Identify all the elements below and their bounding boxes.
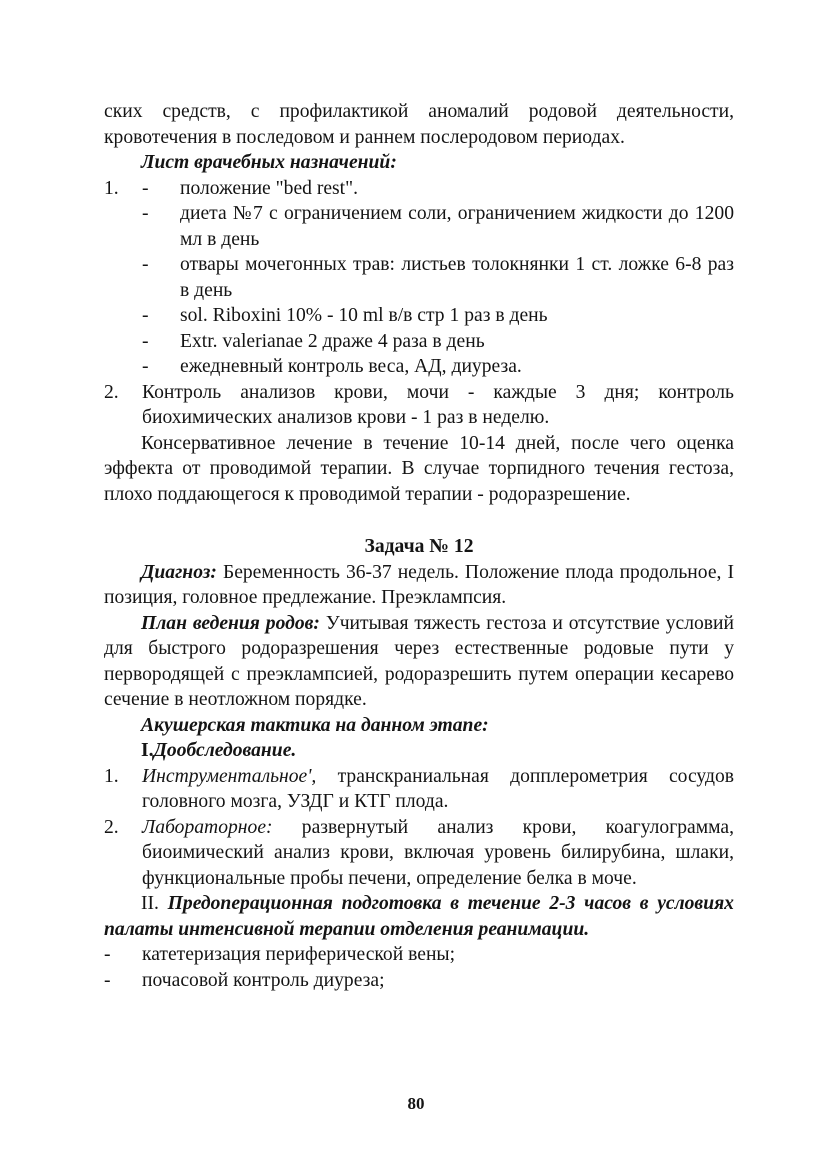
section-2-title: Предоперационная подготовка в течение 2-3 часов в условиях палаты интенсивной терапии отделения реанимации. (104, 893, 734, 940)
exam-2-text: развернутый анализ крови, коагулограмма, биоимический анализ крови, включая уровень билирубина, шлаки, функциональные пробы печени, определение белка в моче. (142, 816, 734, 889)
exam-1-label: Инструментальное', (142, 765, 317, 787)
diagnosis-paragraph (104, 560, 734, 611)
page-number: 80 (407, 1094, 425, 1113)
item-text (142, 815, 734, 892)
exam-item-1 (104, 764, 734, 815)
prescription-item-2 (104, 380, 734, 431)
prescription-heading: Лист врачебных назначений: (141, 152, 397, 173)
prep-item (104, 968, 734, 994)
prescription-item-1 (104, 176, 734, 380)
task-title: Задача № 12 (364, 536, 474, 557)
exam-2-label: Лабораторное: (142, 816, 273, 838)
dash-marker: - (142, 356, 149, 377)
diagnosis-text: Беременность 36-37 недель. Положение плода продольное, I позиция, головное предлежание. Преэклампсия. (104, 561, 734, 608)
plan-label: План ведения родов: (141, 612, 320, 634)
exam-item-2 (104, 815, 734, 892)
exam-1-text: транскраниальная допплерометрия сосудов головного мозга, УЗДГ и КТГ плода. (142, 765, 734, 812)
dash-marker: - (142, 330, 149, 352)
prep-item-text: почасовой контроль диуреза; (142, 969, 385, 991)
section-1-title: Дообследование. (153, 740, 297, 761)
item-text: Контроль анализов крови, мочи - каждые 3 дня; контроль биохимических анализов крови - 1 раз в неделю. (142, 381, 734, 428)
sub-item (142, 201, 734, 252)
dash-marker: - (142, 203, 149, 224)
section-2-number: II. (141, 893, 159, 914)
sub-item-text: положение "bed rest". (180, 177, 359, 199)
sub-item (142, 329, 734, 355)
item-text (142, 764, 734, 815)
sub-item-text: Extr. valerianae 2 драже 4 раза в день (180, 330, 485, 352)
diagnosis-label: Диагноз: (141, 561, 217, 583)
dash-marker: - (142, 305, 149, 326)
item-number: 1. (104, 177, 119, 199)
sub-item (142, 354, 734, 380)
intro-line-1: ских средств, с профилактикой аномалий родовой деятельности, (104, 101, 734, 122)
prep-item-text: катетеризация периферической вены; (142, 944, 456, 965)
plan-paragraph (104, 611, 734, 713)
sub-item (142, 252, 734, 303)
sub-item (142, 176, 734, 202)
section-1-heading (104, 738, 734, 764)
item-number: 1. (104, 765, 119, 787)
item-number: 2. (104, 381, 119, 403)
dash-marker: - (104, 969, 111, 991)
section-2-heading (104, 891, 734, 942)
tactics-heading: Акушерская тактика на данном этапе: (141, 714, 489, 736)
sub-item-text: ежедневный контроль веса, АД, диуреза. (180, 356, 522, 377)
sub-item (142, 303, 734, 329)
section-1-number: I. (141, 740, 154, 761)
page-content (104, 99, 734, 993)
plan-text: Учитывая тяжесть гестоза и отсутствие условий для быстрого родоразрешения через естественные родовые пути у первородящей с преэклампсией, родоразрешить путем операции кесарево сечение в неотложном порядке. (104, 612, 734, 710)
prep-item (104, 942, 734, 968)
item-number: 2. (104, 816, 119, 838)
item-body (142, 176, 734, 380)
dash-marker: - (142, 254, 149, 275)
dash-marker: - (104, 944, 111, 965)
sub-item-text: sol. Riboxini 10% - 10 ml в/в стр 1 раз в день (180, 305, 548, 326)
sub-item-text: диета №7 с ограничением соли, ограничением жидкости до 1200 мл в день (180, 203, 734, 250)
dash-marker: - (142, 177, 149, 199)
intro-line-2: кровотечения в последовом и раннем послеродовом периодах. (104, 126, 625, 148)
sub-item-text: отвары мочегонных трав: листьев толокнянки 1 ст. ложке 6-8 раз в день (180, 254, 734, 301)
conservative-paragraph: Консервативное лечение в течение 10-14 дней, после чего оценка эффекта от проводимой терапии. В случае торпидного течения гестоза, плохо поддающегося к проводимой терапии - родоразрешение. (104, 432, 734, 505)
